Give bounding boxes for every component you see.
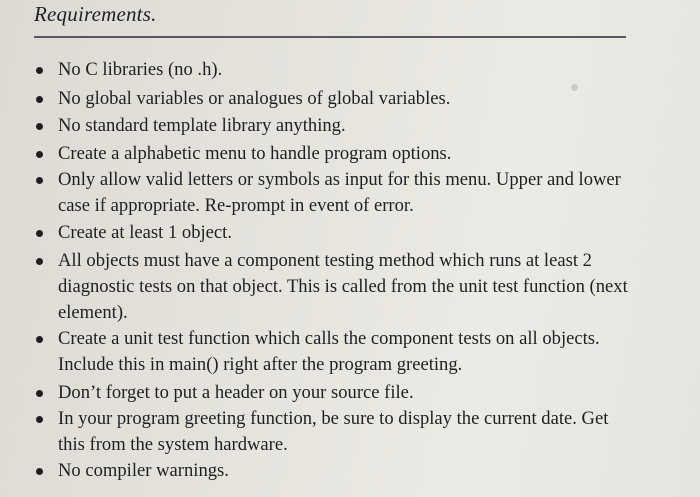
list-item-text: No global variables or analogues of global variables. [58, 88, 451, 109]
list-item-text: No compiler warnings. [58, 460, 229, 481]
bullet-icon [36, 336, 43, 343]
list-item-text: Create at least 1 object. [58, 222, 232, 243]
bullet-icon [36, 390, 43, 397]
list-item-text: In your program greeting function, be sure to display the current date. Get this from the system hardware. [58, 408, 609, 456]
section-heading: Requirements. [34, 2, 157, 26]
bullet-icon [36, 258, 43, 265]
bullet-icon [36, 67, 43, 74]
bullet-icon [36, 96, 43, 103]
list-item-text: Only allow valid letters or symbols as input for this menu. Upper and lower case if appropriate. Re-prompt in event of error. [58, 169, 621, 217]
bullet-icon [36, 151, 43, 158]
bullet-icon [36, 468, 43, 475]
list-item-text: Create a unit test function which calls the component tests on all objects. Include this in main() right after the program greeting. [58, 328, 600, 376]
list-item-text: Create a alphabetic menu to handle program options. [58, 143, 452, 164]
bullet-icon [36, 230, 43, 237]
bullet-icon [36, 177, 43, 184]
list-item-text: Don’t forget to put a header on your source file. [58, 382, 414, 403]
page-smudge [571, 84, 578, 91]
bullet-icon [36, 416, 43, 423]
list-item-text: No standard template library anything. [58, 115, 346, 136]
bullet-icon [36, 123, 43, 130]
list-item-text: All objects must have a component testing method which runs at least 2 diagnostic tests on that object. This is called from the unit test function (next element). [58, 250, 628, 324]
list-item-text: No C libraries (no .h). [58, 59, 223, 80]
